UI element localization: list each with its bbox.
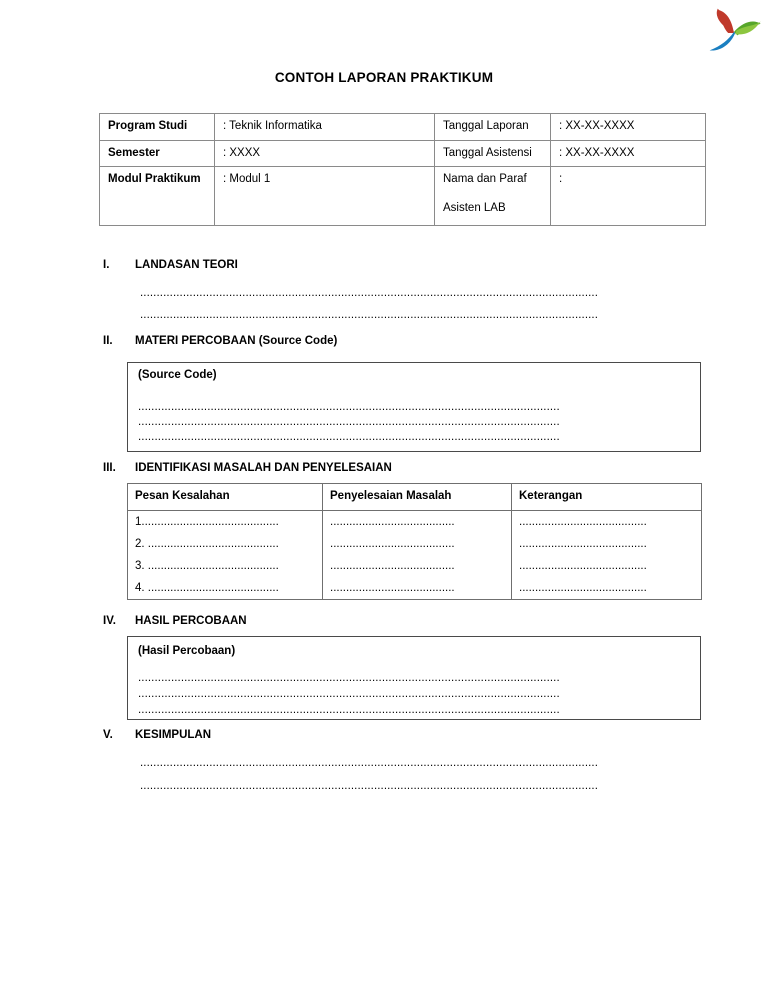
section-heading-kesimpulan [103,729,211,741]
meta-label-nama-paraf-line2: Asisten LAB [443,201,506,214]
source-code-dotted-line-3: ................................................................................................................................ [138,432,560,443]
swirl-pinwheel-logo [703,4,765,62]
section-numeral: III. [103,462,116,474]
problem-identification-table [127,483,702,600]
section-heading-identifikasi-masalah [103,462,392,474]
meta-label-tanggal-asistensi: Tanggal Asistensi [435,140,551,167]
meta-value-tanggal-laporan: : XX-XX-XXXX [551,114,706,141]
page-title: CONTOH LAPORAN PRAKTIKUM [274,70,494,85]
table-row [128,577,702,600]
meta-value-modul-praktikum: : Modul 1 [215,167,435,226]
problem-cell: 3. ......................................... [135,560,279,572]
table-row [100,140,706,167]
table-header-row [128,484,702,511]
table-row [100,167,706,226]
problem-cell: 2. ......................................... [135,538,279,550]
table-row [128,511,702,534]
table-row [100,114,706,141]
section-numeral: V. [103,729,113,741]
problem-cell: ........................................ [519,516,647,528]
problem-cell: ....................................... [330,582,455,594]
meta-label-semester: Semester [100,140,215,167]
column-header-keterangan: Keterangan [512,484,702,511]
source-code-dotted-line-1: ................................................................................................................................ [138,402,560,413]
problem-cell: 1........................................... [135,516,279,528]
meta-value-program-studi: : Teknik Informatika [215,114,435,141]
table-row [128,555,702,577]
meta-label-tanggal-laporan: Tanggal Laporan [435,114,551,141]
landasan-dotted-line-1: ........................................................................................................................................... [140,288,599,299]
section-heading-hasil-percobaan [103,615,247,627]
problem-cell: ........................................ [519,560,647,572]
column-header-penyelesaian-masalah: Penyelesaian Masalah [323,484,512,511]
section-title: MATERI PERCOBAAN (Source Code) [135,335,338,347]
meta-label-modul-praktikum: Modul Praktikum [100,167,215,226]
hasil-dotted-line-3: ................................................................................................................................ [138,705,560,716]
section-title: HASIL PERCOBAAN [135,615,247,627]
landasan-dotted-line-2: ........................................................................................................................................... [140,310,599,321]
meta-value-tanggal-asistensi: : XX-XX-XXXX [551,140,706,167]
hasil-dotted-line-1: ................................................................................................................................ [138,673,560,684]
section-title: KESIMPULAN [135,729,212,741]
source-code-dotted-line-2: ................................................................................................................................ [138,417,560,428]
meta-label-nama-paraf-line1: Nama dan Paraf [443,173,527,186]
problem-cell: ........................................ [519,582,647,594]
problem-cell: ........................................ [519,538,647,550]
section-title: IDENTIFIKASI MASALAH DAN PENYELESAIAN [135,462,392,474]
problem-cell: 4. ......................................... [135,582,279,594]
meta-value-nama-paraf: : [551,167,706,226]
section-heading-materi-percobaan [103,335,337,347]
hasil-dotted-line-2: ................................................................................................................................ [138,689,560,700]
report-meta-table [99,113,706,226]
meta-label-program-studi: Program Studi [100,114,215,141]
kesimpulan-dotted-line-2: ........................................................................................................................................... [140,781,599,792]
hasil-percobaan-caption: (Hasil Percobaan) [138,645,236,657]
column-header-pesan-kesalahan: Pesan Kesalahan [128,484,323,511]
section-heading-landasan-teori [103,259,238,271]
source-code-caption: (Source Code) [138,369,217,381]
meta-value-semester: : XXXX [215,140,435,167]
section-numeral: IV. [103,615,117,627]
section-numeral: II. [103,335,113,347]
section-title: LANDASAN TEORI [135,259,238,271]
table-row [128,533,702,555]
problem-cell: ....................................... [330,516,455,528]
problem-cell: ....................................... [330,538,455,550]
kesimpulan-dotted-line-1: ........................................................................................................................................... [140,758,599,769]
meta-label-nama-paraf [435,167,551,226]
problem-cell: ....................................... [330,560,455,572]
section-numeral: I. [103,259,110,271]
